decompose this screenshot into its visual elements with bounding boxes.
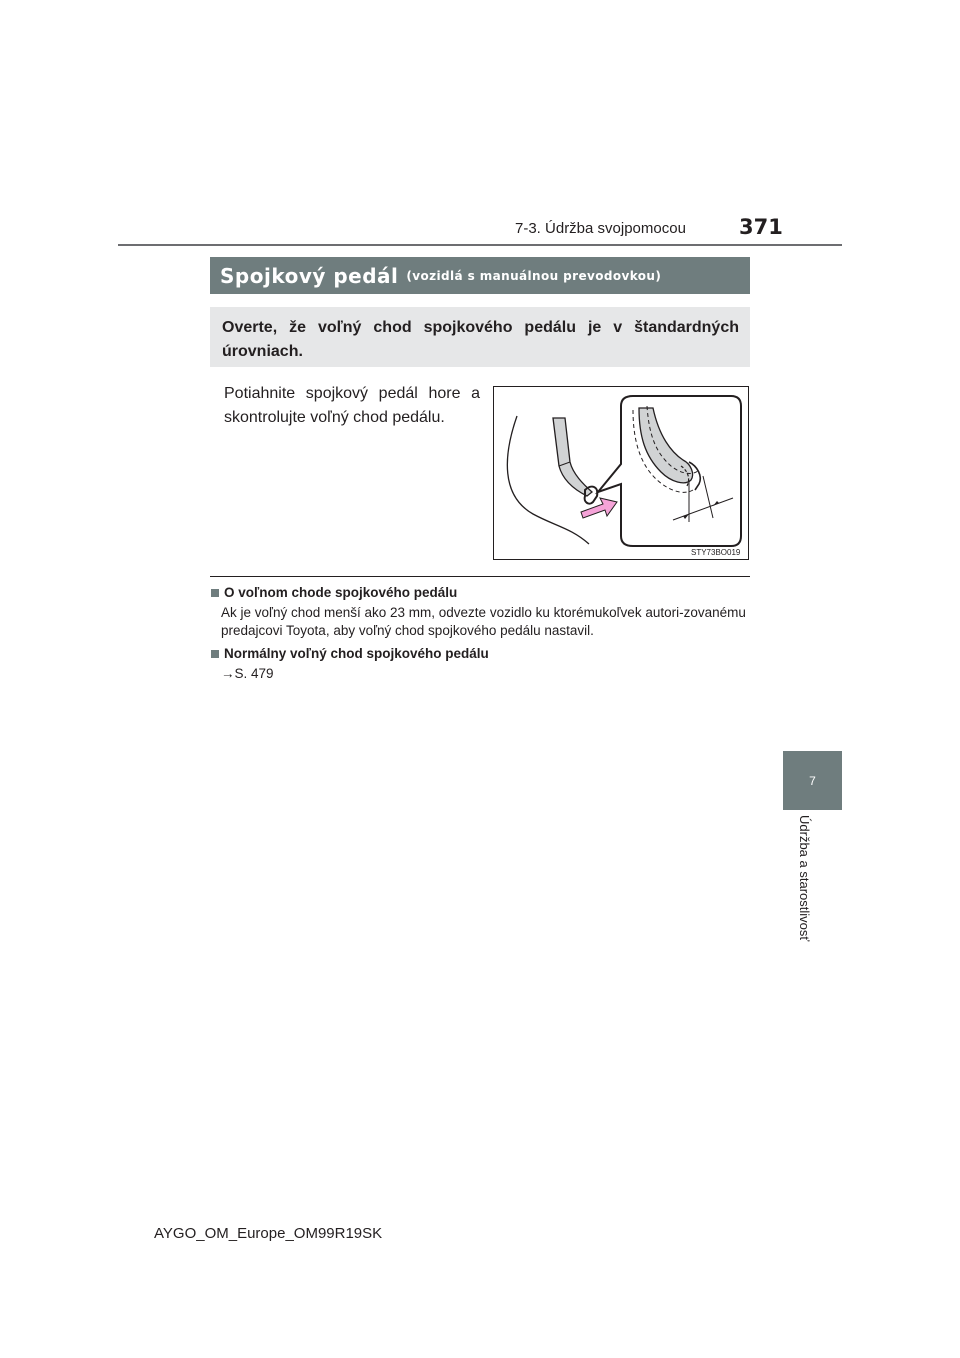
clutch-pedal-illustration (493, 386, 749, 560)
step-instruction: Potiahnite spojkový pedál hore a skontrolujte voľný chod pedálu. (224, 385, 480, 426)
note-heading: Normálny voľný chod spojkového pedálu (224, 646, 489, 661)
note-heading-row (211, 646, 751, 661)
chapter-tab-label: Údržba a starostlivosť (797, 815, 812, 942)
section-title-bar (210, 257, 750, 294)
note-normal-free-play (211, 646, 751, 683)
page-number: 371 (739, 215, 783, 239)
bullet-square-icon (211, 589, 219, 597)
note-free-play (211, 585, 751, 640)
note-heading-row (211, 585, 751, 600)
chapter-tab-number: 7 (783, 751, 842, 810)
note-heading: O voľnom chode spojkového pedálu (224, 585, 458, 600)
notes-divider (210, 576, 750, 577)
note-body: Ak je voľný chod menší ako 23 mm, odvezte vozidlo ku ktorémukoľvek autori-zovanému predajcovi Toyota, aby voľný chod spojkového pedálu nastavil. (221, 605, 746, 638)
section-title: Spojkový pedál (220, 263, 399, 288)
footer-document-code: AYGO_OM_Europe_OM99R19SK (154, 1225, 383, 1242)
intro-box: Overte, že voľný chod spojkového pedálu je v štandardných úrovniach. (210, 307, 750, 367)
bullet-square-icon (211, 650, 219, 658)
header-divider (118, 244, 842, 246)
section-subtitle: (vozidlá s manuálnou prevodovkou) (406, 268, 662, 283)
header-section-title: 7-3. Údržba svojpomocou (515, 220, 686, 237)
page-reference-link[interactable]: →S. 479 (221, 666, 274, 681)
figure-code: STY73BO019 (691, 548, 741, 557)
